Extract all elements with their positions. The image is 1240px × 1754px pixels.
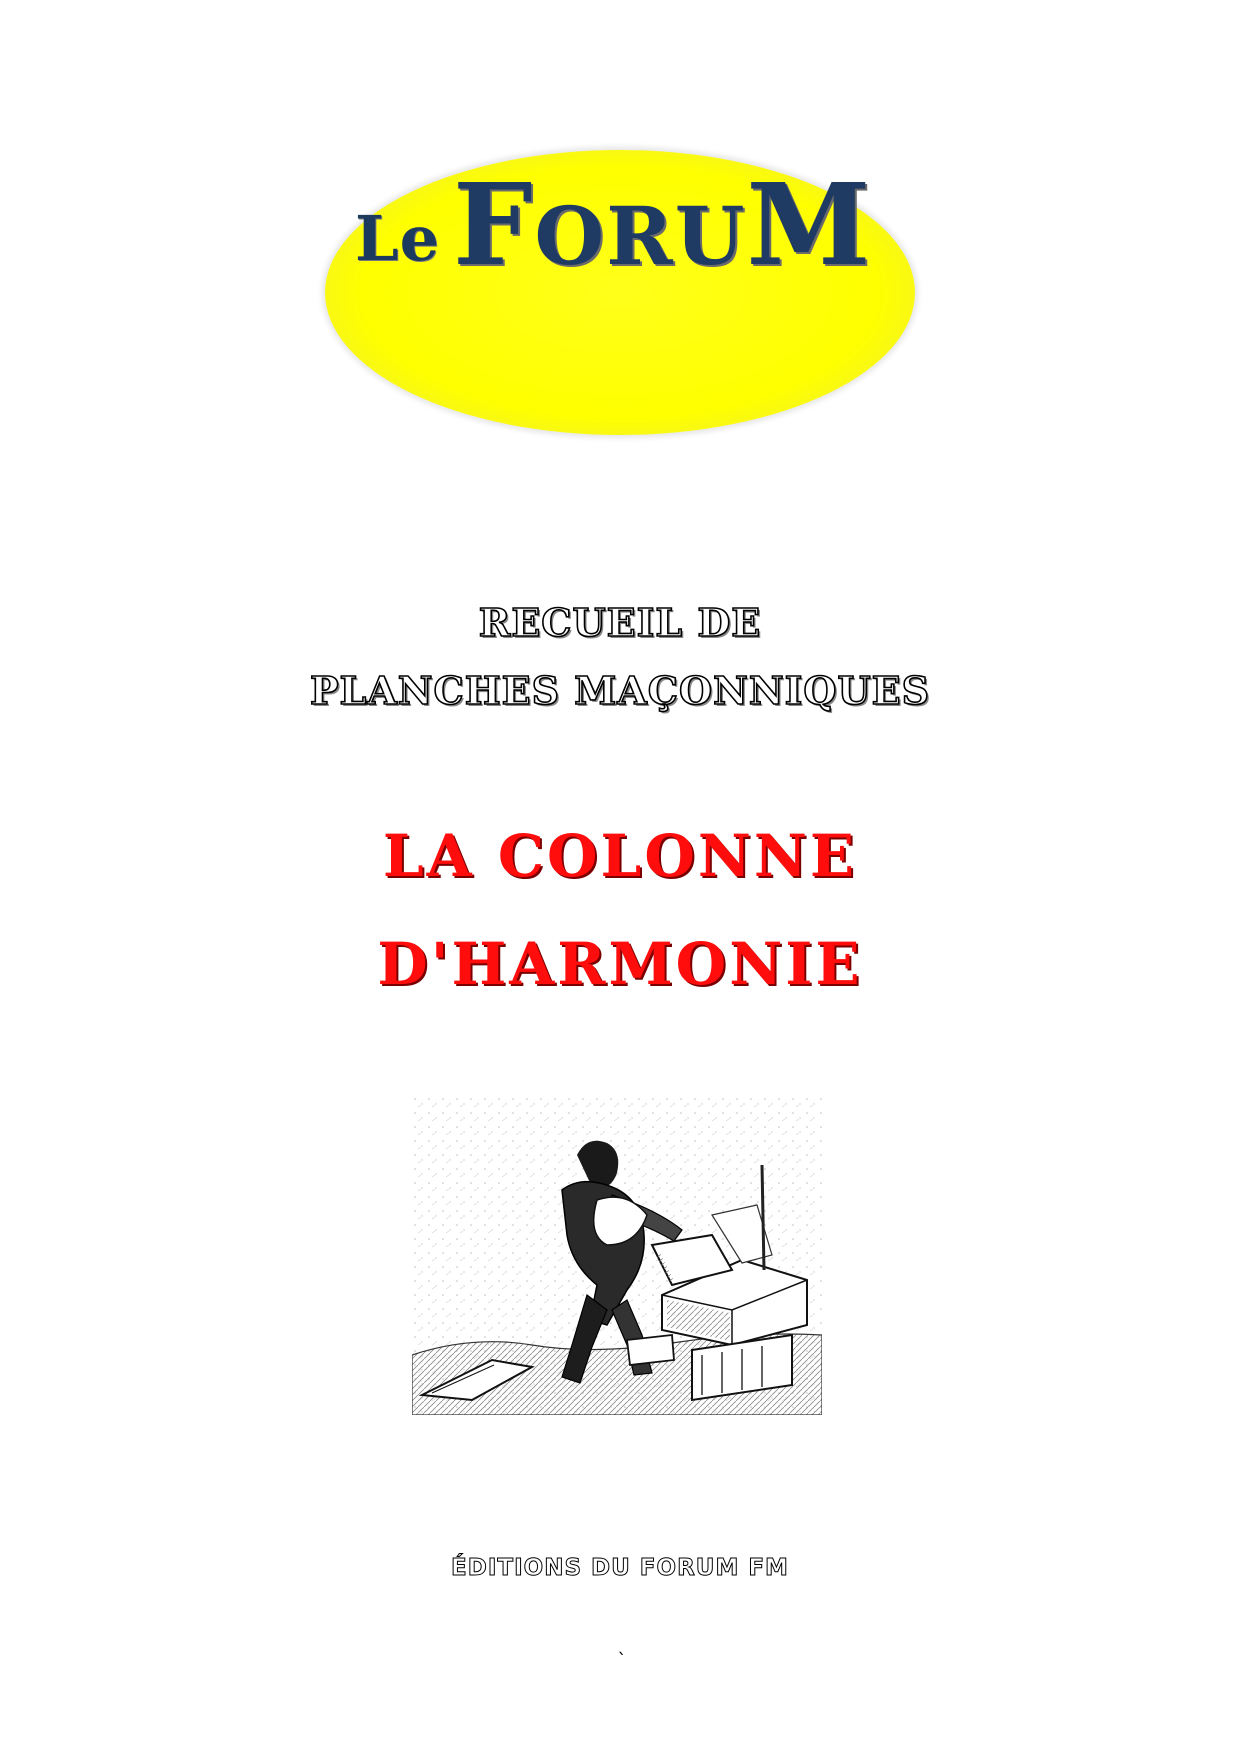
- subtitle-line-2: PLANCHES MAÇONNIQUES: [309, 668, 931, 713]
- logo-name-part: F: [453, 160, 535, 291]
- mason-engraving-icon: [412, 1095, 822, 1415]
- logo-name: [453, 160, 872, 291]
- publisher: ÉDITIONS DU FORUM FM: [451, 1555, 789, 1581]
- logo-name-part: M: [746, 160, 873, 291]
- logo-prefix: Le: [355, 202, 441, 275]
- main-title-line-2: D'HARMONIE: [377, 930, 863, 998]
- logo-name-part: ORU: [534, 189, 747, 283]
- le-forum-logo: [325, 150, 915, 435]
- footer-mark: `: [617, 1650, 627, 1671]
- main-title-line-1: LA COLONNE: [382, 822, 858, 890]
- subtitle-line-1: RECUEIL DE: [478, 600, 762, 645]
